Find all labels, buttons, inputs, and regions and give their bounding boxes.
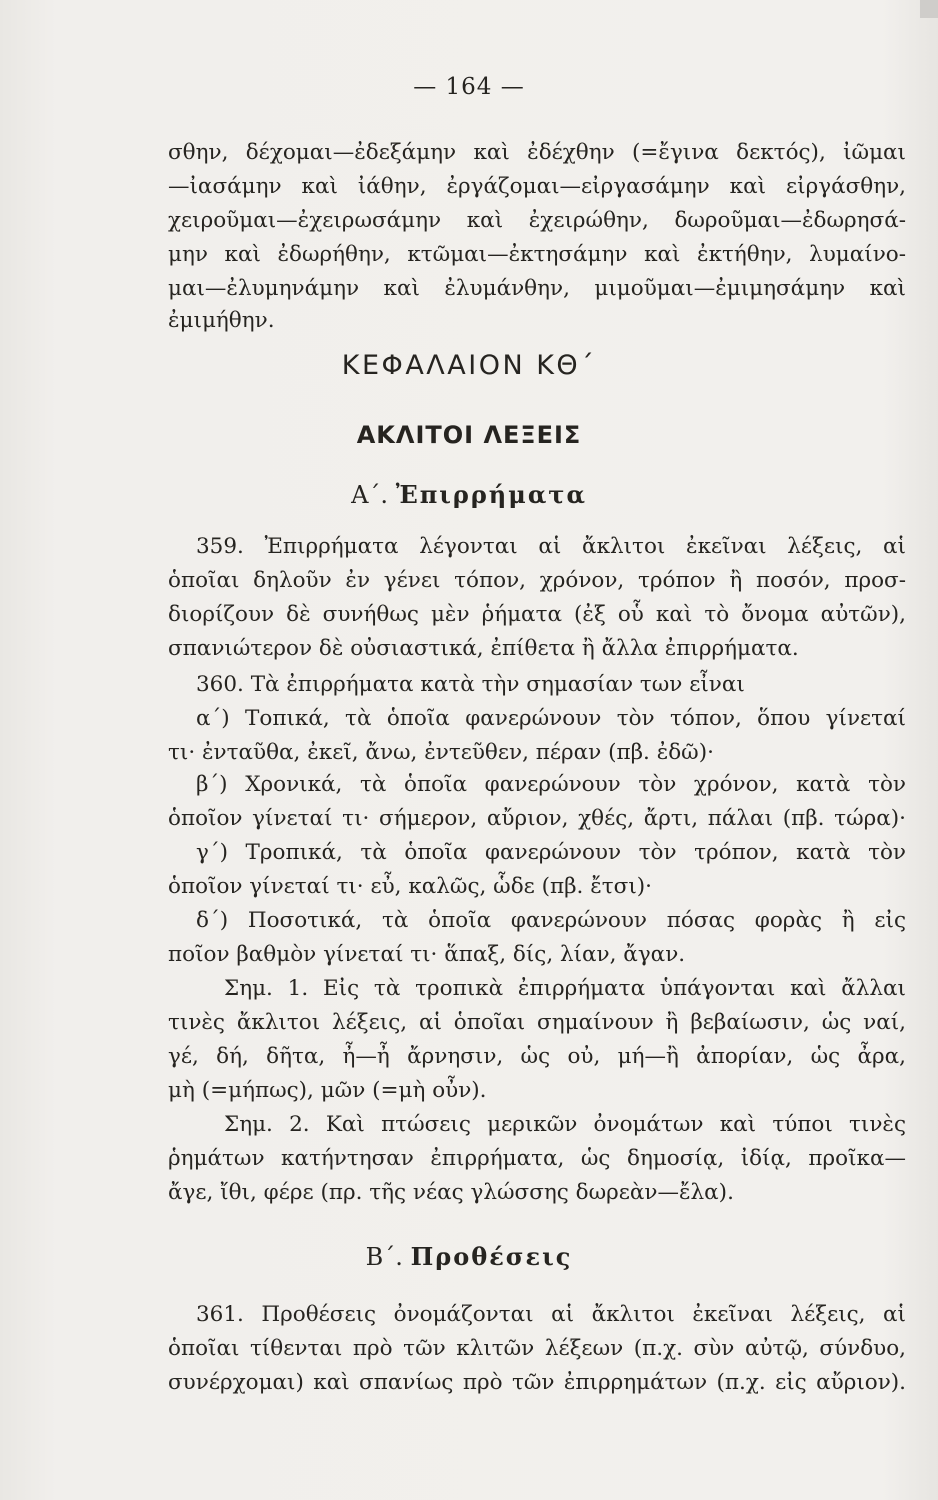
- text-line: Σημ. 1. Εἰς τὰ τροπικὰ ἐπιρρήματα ὑπάγονται καὶ ἄλλαι: [224, 976, 906, 1001]
- text-line: ὁποῖαι δηλοῦν ἐν γένει τόπον, χρόνον, τρόπον ἢ ποσόν, προσ-: [168, 568, 906, 593]
- section-a-title: Ἐπιρρήματα: [395, 480, 587, 509]
- text-line: ῥημάτων κατήντησαν ἐπιρρήματα, ὡς δημοσίᾳ, ἰδίᾳ, προῖκα—: [168, 1146, 906, 1171]
- text-line: β΄) Χρονικά, τὰ ὁποῖα φανερώνουν τὸν χρόνον, κατὰ τὸν: [196, 772, 906, 797]
- section-a-heading: [0, 480, 938, 509]
- page-number: — 164 —: [413, 74, 525, 100]
- text-line: διορίζουν δὲ συνήθως μὲν ῥήματα (ἐξ οὗ καὶ τὸ ὄνομα αὐτῶν),: [168, 602, 906, 627]
- text-line: γέ, δή, δῆτα, ἦ—ἦ ἄρνησιν, ὡς οὐ, μή—ἢ ἀπορίαν, ὡς ἆρα,: [168, 1044, 906, 1069]
- text-line: 360. Τὰ ἐπιρρήματα κατὰ τὴν σημασίαν των εἶναι: [196, 672, 745, 697]
- text-line: ὁποῖαι τίθενται πρὸ τῶν κλιτῶν λέξεων (π.χ. σὺν αὐτῷ, σύνδυο,: [168, 1336, 906, 1361]
- chapter-title: ΚΕΦΑΛΑΙΟΝ ΚΘ΄: [341, 350, 597, 381]
- text-line: ἐμιμήθην.: [168, 308, 275, 333]
- text-line: μην καὶ ἐδωρήθην, κτῶμαι—ἐκτησάμην καὶ ἐκτήθην, λυμαίνο-: [168, 242, 906, 267]
- text-line: συνέρχομαι) καὶ σπανίως πρὸ τῶν ἐπιρρημάτων (π.χ. εἰς αὔριον).: [168, 1370, 906, 1395]
- section-b-letter: Β΄.: [365, 1243, 403, 1271]
- text-line: ἄγε, ἴθι, φέρε (πρ. τῆς νέας γλώσσης δωρεὰν—ἔλα).: [168, 1180, 734, 1205]
- text-line: α΄) Τοπικά, τὰ ὁποῖα φανερώνουν τὸν τόπον, ὅπου γίνεταί: [196, 706, 906, 731]
- text-line: 361. Προθέσεις ὀνομάζονται αἱ ἄκλιτοι ἐκεῖναι λέξεις, αἱ: [196, 1302, 906, 1327]
- text-line: χειροῦμαι—ἐχειρωσάμην καὶ ἐχειρώθην, δωροῦμαι—ἐδωρησά-: [168, 208, 906, 233]
- text-line: —ἰασάμην καὶ ἰάθην, ἐργάζομαι—εἰργασάμην καὶ εἰργάσθην,: [168, 174, 906, 199]
- text-line: σθην, δέχομαι—ἐδεξάμην καὶ ἐδέχθην (=ἔγινα δεκτός), ἰῶμαι: [168, 140, 906, 165]
- text-line: τινὲς ἄκλιτοι λέξεις, αἱ ὁποῖαι σημαίνουν ἢ βεβαίωσιν, ὡς ναί,: [168, 1010, 906, 1035]
- text-line: ὁποῖον γίνεταί τι· σήμερον, αὔριον, χθές, ἄρτι, πάλαι (πβ. τώρα)·: [168, 806, 906, 831]
- text-line: σπανιώτερον δὲ οὐσιαστικά, ἐπίθετα ἢ ἄλλα ἐπιρρήματα.: [168, 636, 799, 661]
- text-line: μαι—ἐλυμηνάμην καὶ ἐλυμάνθην, μιμοῦμαι—ἐμιμησάμην καὶ: [168, 276, 906, 301]
- section-a-letter: Α΄.: [351, 481, 389, 509]
- text-line: μὴ (=μήπως), μῶν (=μὴ οὖν).: [168, 1078, 487, 1103]
- text-line: τι· ἐνταῦθα, ἐκεῖ, ἄνω, ἐντεῦθεν, πέραν (πβ. ἐδῶ)·: [168, 740, 714, 765]
- text-line: γ΄) Τροπικά, τὰ ὁποῖα φανερώνουν τὸν τρόπον, κατὰ τὸν: [196, 840, 906, 865]
- page-corner-mark: [920, 0, 938, 18]
- section-b-heading: [0, 1242, 938, 1271]
- section-b-title: Προθέσεις: [410, 1242, 573, 1271]
- text-line: ποῖον βαθμὸν γίνεταί τι· ἅπαξ, δίς, λίαν, ἄγαν.: [168, 942, 686, 967]
- text-line: ὁποῖον γίνεταί τι· εὖ, καλῶς, ὧδε (πβ. ἔτσι)·: [168, 874, 652, 899]
- text-line: δ΄) Ποσοτικά, τὰ ὁποῖα φανερώνουν πόσας φορὰς ἢ εἰς: [196, 908, 906, 933]
- text-line: 359. Ἐπιρρήματα λέγονται αἱ ἄκλιτοι ἐκεῖναι λέξεις, αἱ: [196, 534, 906, 559]
- text-line: Σημ. 2. Καὶ πτώσεις μερικῶν ὀνομάτων καὶ τύποι τινὲς: [224, 1112, 906, 1137]
- chapter-subtitle: ΑΚΛΙΤΟΙ ΛΕΞΕΙΣ: [356, 421, 582, 449]
